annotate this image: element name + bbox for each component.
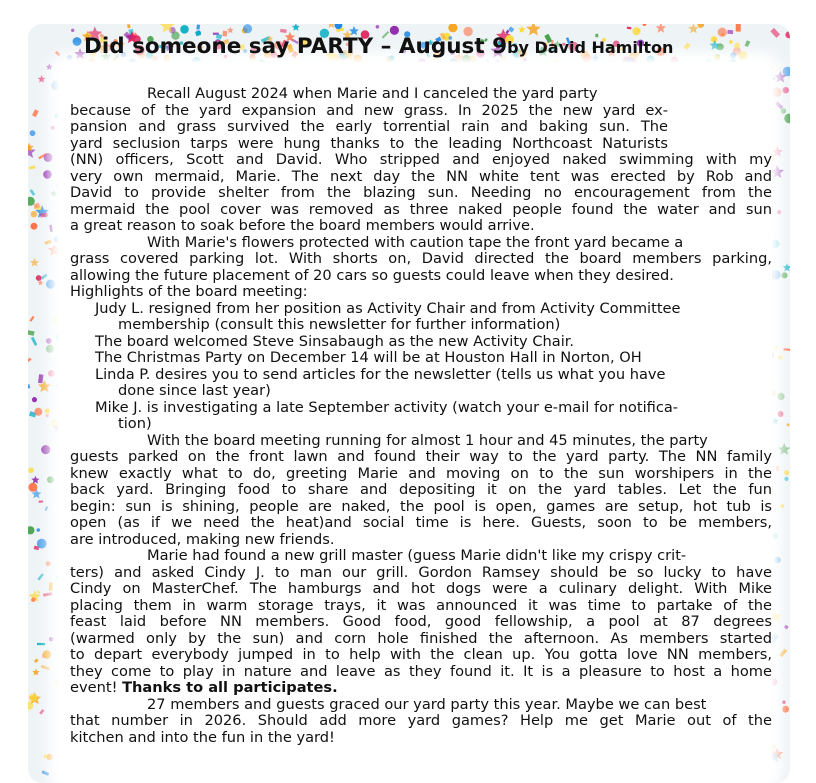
confetti-piece [771, 611, 781, 621]
text-line: Recall August 2024 when Marie and I canceled the yard party [147, 85, 598, 102]
list-item: Mike J. is investigating a late September activity (watch your e-mail for notifica- [95, 398, 679, 416]
confetti-piece [779, 649, 787, 657]
confetti-piece [37, 573, 44, 580]
confetti-piece [31, 476, 39, 484]
confetti-piece [771, 417, 778, 424]
text-line: open (as if we need the heat)and social time is here. Guests, soon to be members, [70, 514, 772, 531]
confetti-piece [180, 25, 189, 34]
confetti-piece [688, 24, 699, 33]
confetti-piece [28, 384, 30, 389]
confetti-piece [48, 370, 55, 377]
confetti-piece [39, 501, 44, 503]
confetti-piece [782, 272, 788, 278]
confetti-piece [28, 526, 35, 534]
confetti-piece [376, 25, 380, 29]
confetti-piece [55, 51, 61, 56]
confetti-piece [771, 240, 779, 248]
text-line: guests parked on the front lawn and found their way to the yard party. The NN family [70, 448, 772, 465]
confetti-piece [36, 275, 42, 281]
confetti-piece [29, 694, 37, 702]
list-item: Judy L. resigned from her position as Activity Chair and from Activity Committee [95, 299, 681, 317]
confetti-piece [785, 31, 790, 38]
list-item-continuation: done since last year) [118, 382, 271, 399]
confetti-piece [777, 411, 783, 417]
confetti-piece [784, 470, 789, 475]
confetti-piece [43, 592, 52, 596]
confetti-piece [783, 87, 789, 93]
list-item-continuation: membership (consult this newsletter for further information) [118, 316, 561, 333]
confetti-piece [34, 658, 39, 663]
thanks-text: Thanks to all participates. [122, 679, 338, 696]
list-item: The Christmas Party on December 14 will be at Houston Hall in Norton, OH [95, 349, 642, 366]
text-line: begin: sun is shining, people are naked, the pool is open, games are setup, hot tub is [70, 497, 772, 515]
confetti-piece [127, 24, 131, 28]
confetti-piece [39, 709, 44, 715]
confetti-piece [28, 483, 37, 492]
list-item-continuation: tion) [118, 415, 152, 432]
text-line: (NN) officers, Scott and David. Who stripped and enjoyed naked swimming with my [70, 151, 772, 168]
confetti-piece [44, 755, 47, 758]
text-line: ters) and asked Cindy J. to man our grill. Gordon Ramsey should be so lucky to have [70, 563, 772, 581]
confetti-piece [45, 408, 50, 413]
list-item: Linda P. desires you to send articles for the newsletter (tells us what you have [95, 365, 666, 383]
confetti-piece [29, 166, 36, 170]
text-line: (warmed only by the sun) and corn hole finished the afternoon. As members started [70, 629, 772, 647]
article-body [70, 86, 772, 746]
confetti-piece [774, 346, 778, 350]
text-line: placing them in warm storage trays, it was announced it was time to partake of the [70, 596, 772, 614]
confetti-piece [47, 476, 54, 483]
confetti-piece [49, 225, 53, 232]
confetti-piece [775, 101, 783, 109]
confetti-piece [31, 597, 36, 602]
text-line: Highlights of the board meeting: [70, 283, 308, 300]
text-line: knew exactly what to do, greeting Marie and moving on to the sun worshipers in the [70, 464, 772, 482]
text-line: yard seclusion tarps were hung thanks to the leading Northcoast Naturists [70, 134, 668, 152]
text-line: feast laid before NN members. Good food, good fellowship, a pool at 87 degrees [70, 613, 772, 630]
confetti-piece [31, 211, 37, 217]
text-line: back yard. Bringing food to share and depositing it on the yard tables. Let the fun [70, 481, 772, 498]
confetti-piece [227, 27, 234, 34]
text-line: a great reason to soak before the board members would arrive. [70, 217, 535, 234]
text-line: mermaid the pool cover was removed as three naked people found the water and sun [70, 200, 772, 218]
text-line: to depart everybody jumped in to help with the clean up. You gotta love NN members, [70, 646, 772, 663]
confetti-piece [38, 75, 46, 83]
confetti-piece [292, 24, 300, 31]
confetti-piece [778, 355, 782, 359]
confetti-piece [45, 240, 52, 245]
text-line: kitchen and into the fun in the yard! [70, 728, 335, 746]
confetti-piece [34, 408, 42, 416]
confetti-piece [31, 223, 38, 230]
list-item: The board welcomed Steve Sinsabaugh as the new Activity Chair. [95, 332, 575, 350]
article-title [84, 34, 784, 59]
paragraph-party [70, 433, 772, 549]
confetti-piece [31, 337, 37, 346]
confetti-piece [46, 64, 53, 70]
confetti-piece [28, 468, 34, 474]
confetti-piece [49, 637, 53, 641]
text-line: David to provide shelter from the blazing sun. Needing no encouragement from the [70, 184, 772, 201]
confetti-piece [41, 770, 49, 776]
confetti-piece [518, 26, 526, 33]
text-line: With Marie's flowers protected with caution tape the front yard became a [147, 233, 684, 251]
confetti-piece [46, 280, 55, 289]
confetti-piece [28, 330, 35, 336]
closing-text: event! [70, 679, 123, 696]
confetti-piece [656, 24, 667, 33]
confetti-piece [51, 190, 58, 196]
confetti-piece [781, 108, 787, 114]
confetti-piece [782, 706, 789, 713]
confetti-piece [32, 669, 39, 676]
confetti-piece [784, 625, 789, 630]
text-line: very own mermaid, Marie. The next day the NN white tent was erected by Rob and [70, 167, 772, 185]
text-line: because of the yard expansion and new grass. In 2025 the new yard ex- [70, 101, 668, 119]
confetti-piece [770, 165, 784, 178]
confetti-piece [32, 109, 39, 117]
confetti-piece [37, 591, 41, 594]
confetti-piece [784, 114, 790, 124]
confetti-piece [772, 87, 782, 97]
confetti-piece [46, 345, 54, 353]
confetti-piece [44, 153, 53, 162]
paragraph-grill [70, 548, 772, 697]
paragraph-intro [70, 86, 772, 235]
confetti-piece [782, 701, 785, 704]
confetti-piece [37, 539, 47, 549]
confetti-piece [37, 643, 45, 645]
confetti-piece [448, 24, 457, 32]
confetti-piece [776, 466, 779, 471]
confetti-piece [783, 348, 790, 351]
text-line: they come to play in nature and leave as they found it. It is a pleasure to host a home [70, 662, 772, 680]
confetti-piece [778, 443, 790, 455]
paragraph-board [70, 235, 772, 301]
confetti-piece [46, 561, 51, 566]
text-line: pansion and grass survived the early torrential rain and baking sun. The [70, 118, 668, 135]
confetti-piece [41, 274, 48, 280]
confetti-piece [772, 146, 783, 156]
confetti-piece [49, 582, 53, 590]
text-line: are introduced, making new friends. [70, 530, 335, 548]
confetti-piece [32, 397, 37, 402]
confetti-piece [772, 391, 776, 396]
confetti-piece [67, 55, 72, 60]
text-line: allowing the future placement of 20 cars so guests could leave when they desired. [70, 266, 674, 284]
confetti-piece [781, 504, 785, 508]
text-line: that number in 2026. Should add more yard games? Help me get Marie out of the [70, 712, 772, 729]
text-line: Marie had found a new grill master (guess Marie didn't like my crispy crit- [147, 547, 687, 564]
text-line [70, 680, 772, 697]
text-line: 27 members and guests graced our yard party this year. Maybe we can best [147, 695, 707, 713]
confetti-piece [51, 126, 55, 130]
text-line: Cindy on MasterChef. The hamburgs and hot dogs were a culinary delight. With Mike [70, 580, 772, 597]
confetti-piece [775, 557, 781, 563]
title-text: Did someone say PARTY – August 9 [84, 34, 508, 59]
confetti-piece [47, 754, 53, 760]
confetti-piece [777, 393, 784, 400]
confetti-piece [736, 24, 741, 32]
confetti-piece [627, 27, 632, 30]
confetti-piece [30, 258, 39, 267]
paragraph-closing [70, 697, 772, 747]
confetti-piece [30, 130, 36, 136]
confetti-piece [41, 445, 50, 454]
confetti-piece [29, 316, 34, 322]
confetti-piece [30, 189, 36, 196]
confetti-piece [43, 170, 52, 179]
byline: by David Hamilton [507, 38, 674, 57]
confetti-piece [71, 29, 74, 32]
confetti-piece [41, 665, 50, 671]
confetti-piece [46, 414, 49, 417]
text-line: grass covered parking lot. With shorts on, David directed the board members parking, [70, 250, 772, 267]
confetti-piece [772, 533, 777, 538]
highlights-list [70, 301, 772, 433]
confetti-piece [73, 37, 82, 46]
confetti-piece [37, 528, 41, 532]
confetti-piece [698, 24, 705, 28]
confetti-piece [280, 29, 287, 33]
confetti-piece [243, 24, 252, 33]
confetti-piece [43, 650, 52, 659]
confetti-piece [787, 423, 790, 426]
confetti-piece [45, 506, 49, 511]
confetti-piece [38, 374, 43, 383]
confetti-piece [784, 477, 788, 481]
confetti-piece [783, 67, 790, 77]
confetti-piece [637, 29, 641, 32]
confetti-piece [28, 358, 32, 365]
confetti-piece [783, 263, 790, 271]
confetti-piece [777, 210, 782, 215]
confetti-piece [643, 24, 647, 26]
confetti-piece [196, 25, 200, 30]
text-line: With the board meeting running for almost 1 hour and 45 minutes, the party [147, 431, 708, 449]
confetti-piece [327, 24, 336, 28]
confetti-piece [46, 338, 52, 344]
